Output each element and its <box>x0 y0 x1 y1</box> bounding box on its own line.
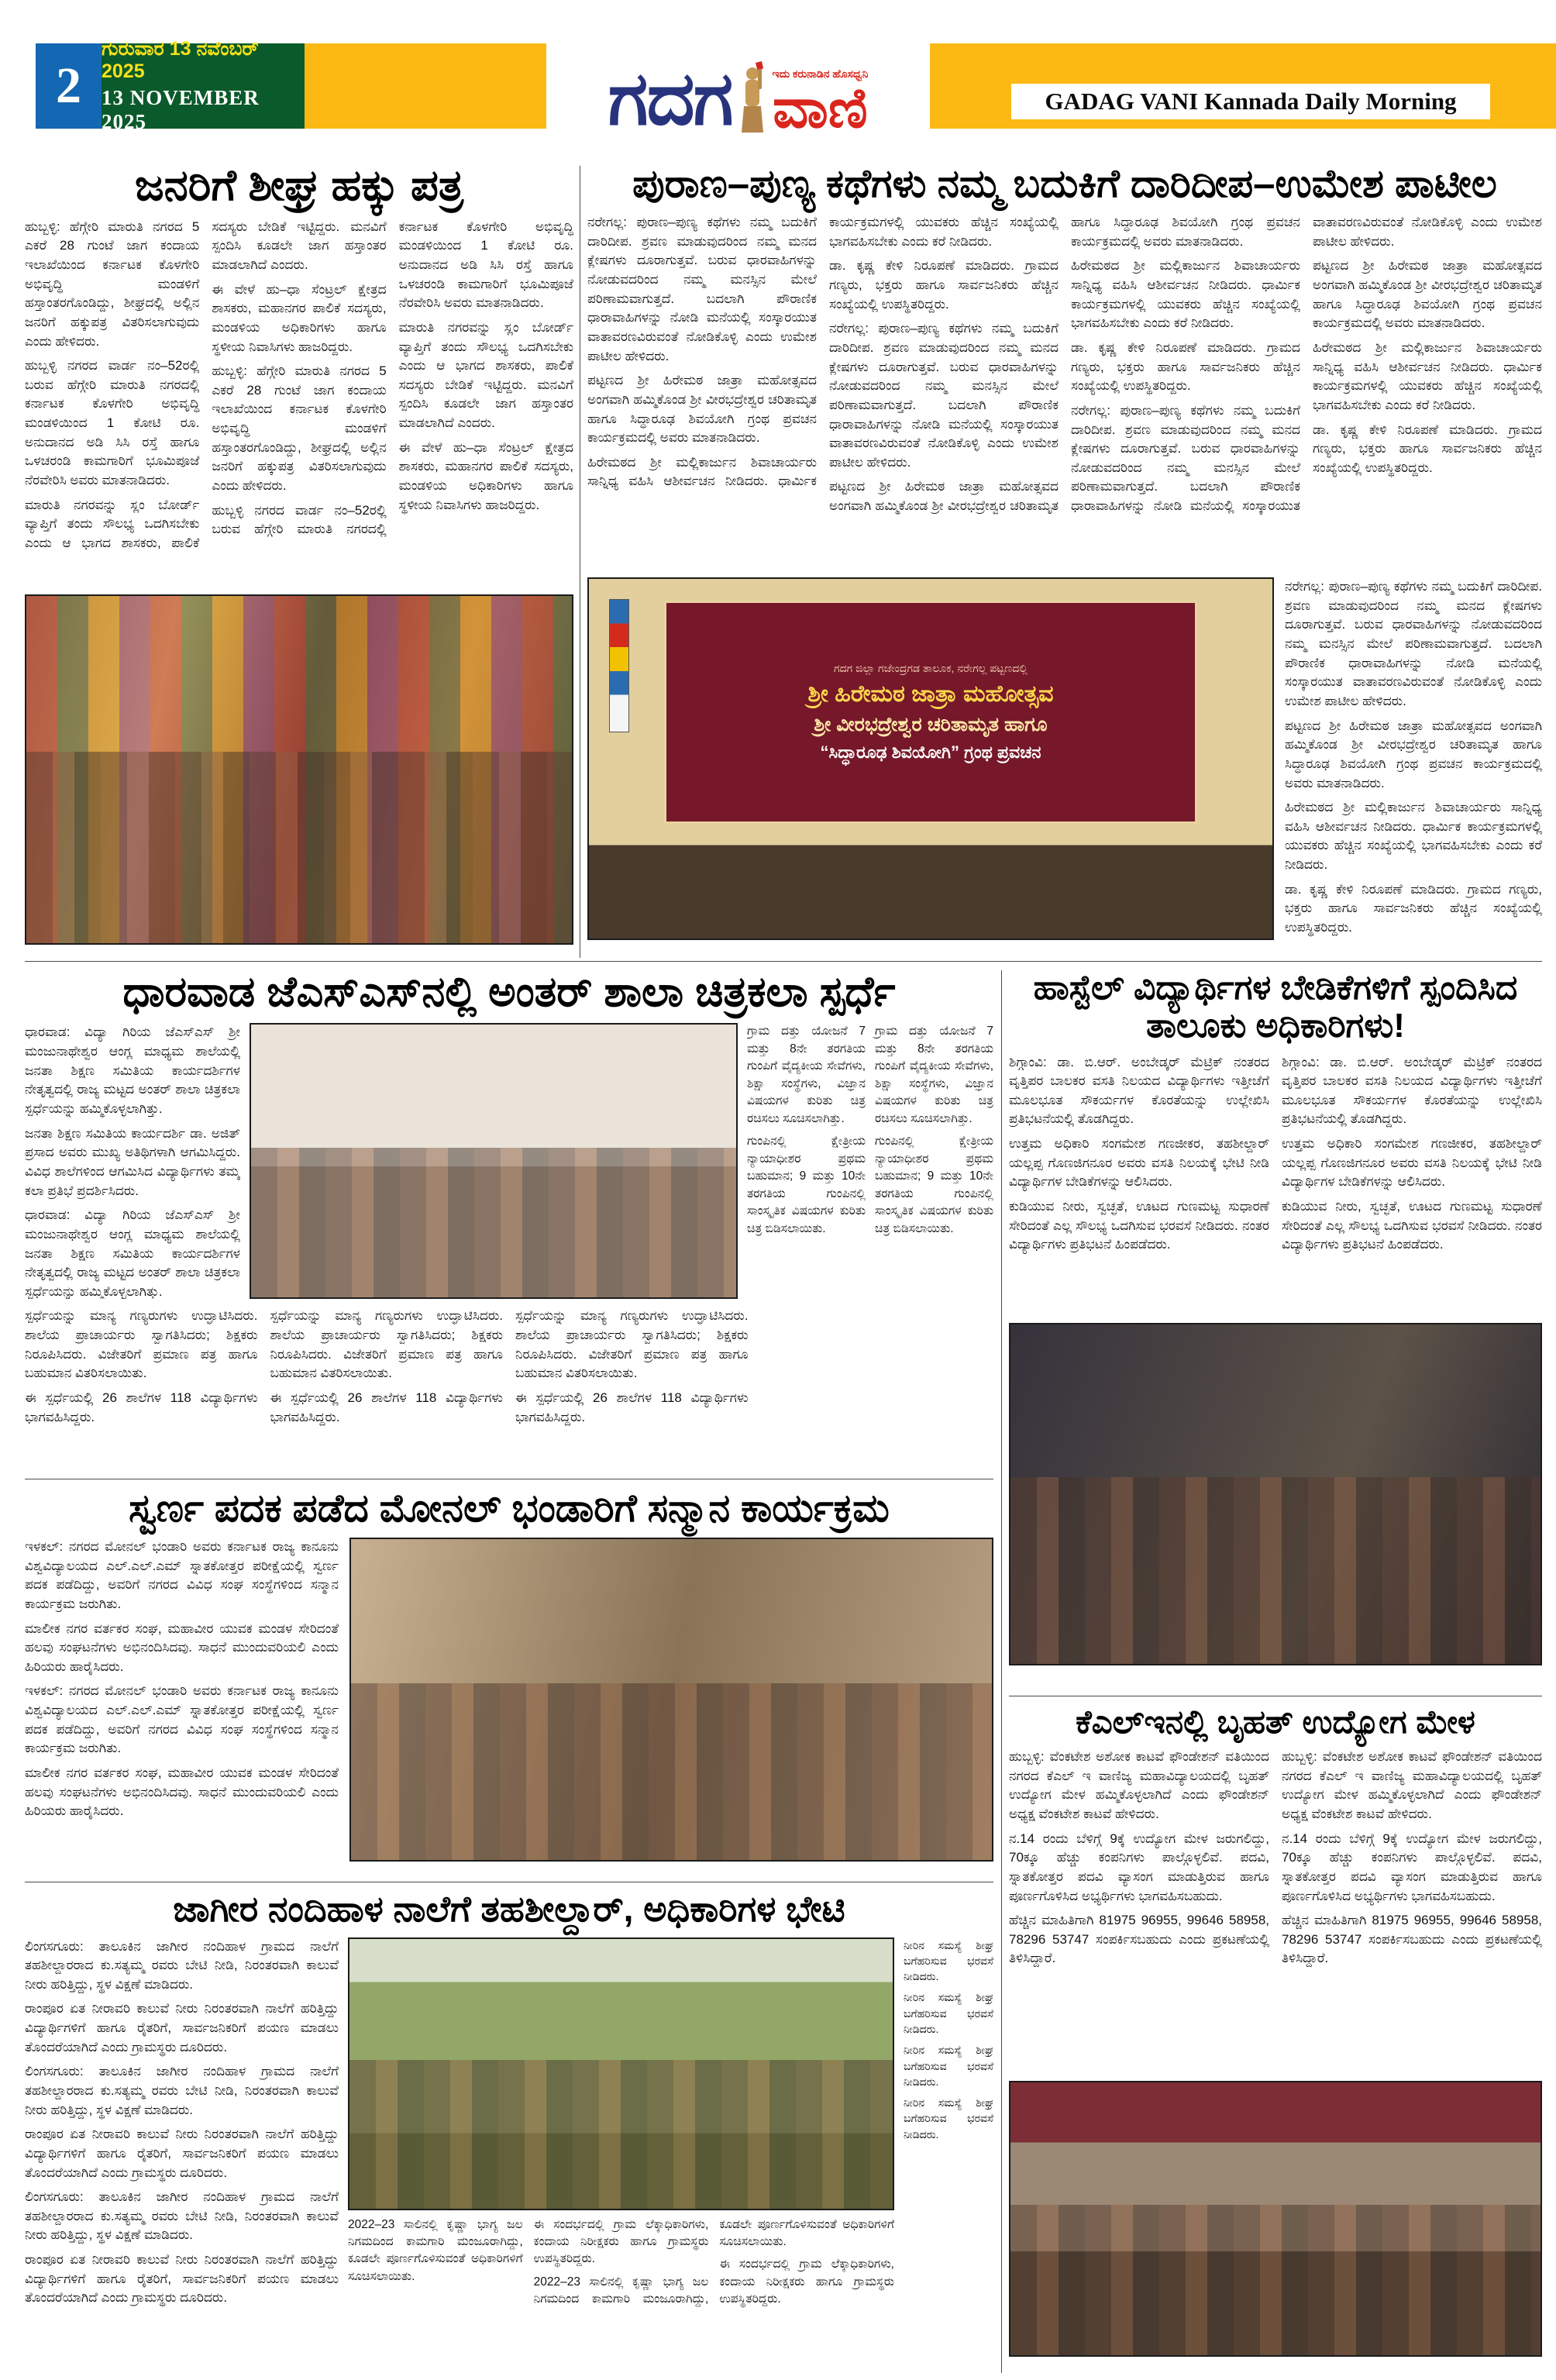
article-drawing-competition <box>25 969 993 1471</box>
body-paragraph: ಈ ವೇಳೆ ಹು–ಧಾ ಸೆಂಟ್ರಲ್ ಕ್ಷೇತ್ರದ ಶಾಸಕರು, ಮಹಾನಗರ ಪಾಲಿಕೆ ಸದಸ್ಯರು, ಮಂಡಳಿಯ ಅಧಿಕಾರಿಗಳು ಹಾಗೂ ಸ್ಥಳೀಯ ನಿವಾಸಿಗಳು ಹಾಜರಿದ್ದರು. <box>398 439 573 512</box>
body-paragraph: ಸ್ಪರ್ಧೆಯನ್ನು ಮಾನ್ಯ ಗಣ್ಯರುಗಳು ಉದ್ಘಾಟಿಸಿದರು. ಶಾಲೆಯ ಪ್ರಾಚಾರ್ಯರು ಸ್ವಾಗತಿಸಿದರು; ಶಿಕ್ಷಕರು ನಿರೂಪಿಸಿದರು. ವಿಜೇತರಿಗೆ ಪ್ರಮಾಣ ಪತ್ರ ಹಾಗೂ ಬಹುಮಾನ ವಿತರಿಸಲಾಯಿತು. <box>515 1308 749 1381</box>
flag-image <box>609 599 629 732</box>
masthead-kannada-vani: ವಾಣಿ <box>773 77 868 139</box>
article-headline: ಪುರಾಣ–ಪುಣ್ಯ ಕಥೆಗಳು ನಮ್ಮ ಬದುಕಿಗೆ ದಾರಿದೀಪ–ಉಮೇಶ ಪಾಟೀಲ <box>632 161 1497 205</box>
body-paragraph: ನರೇಗಲ್ಲ: ಪುರಾಣ–ಪುಣ್ಯ ಕಥೆಗಳು ನಮ್ಮ ಬದುಕಿಗೆ ದಾರಿದೀಪ. ಶ್ರವಣ ಮಾಡುವುದರಿಂದ ನಮ್ಮ ಮನದ ಕ್ಲೇಷಗಳು ದೂರಾಗುತ್ತವೆ. ಬರುವ ಧಾರವಾಹಿಗಳನ್ನು ನೋಡುವದರಿಂದ ನಮ್ಮ ಮನಸ್ಸಿನ ಮೇಲೆ ಪರಿಣಾಮವಾಗುತ್ತದೆ. ಬದಲಾಗಿ ಪೌರಾಣಿಕ ಧಾರಾವಾಹಿಗಳನ್ನು ನೋಡಿ ಮನೆಯಲ್ಲಿ ಸಂಸ್ಕಾರಯುತ ವಾತಾವರಣವಿರುವಂತೆ ನೋಡಿಕೊಳ್ಳಿ ಎಂದು ಉಮೇಶ ಪಾಟೀಲ ಹೇಳಿದರು. <box>587 215 817 363</box>
body-paragraph: ಈ ವೇಳೆ ಹು–ಧಾ ಸೆಂಟ್ರಲ್ ಕ್ಷೇತ್ರದ ಶಾಸಕರು, ಮಹಾನಗರ ಪಾಲಿಕೆ ಸದಸ್ಯರು, ಮಂಡಳಿಯ ಅಧಿಕಾರಿಗಳು ಹಾಗೂ ಸ್ಥಳೀಯ ನಿವಾಸಿಗಳು ಹಾಜರಿದ್ದರು. <box>212 281 387 354</box>
body-paragraph: ಶಿಗ್ಗಾಂವಿ: ಡಾ. ಬಿ.ಆರ್. ಅಂಬೇಡ್ಕರ್ ಮೆಟ್ರಿಕ್ ನಂತರದ ವೃತ್ತಿಪರ ಬಾಲಕರ ವಸತಿ ನಿಲಯದ ವಿದ್ಯಾರ್ಥಿಗಳು ಇತ್ತೀಚೆಗೆ ಮೂಲಭೂತ ಸೌಕರ್ಯಗಳ ಕೊರತೆಯನ್ನು ಉಲ್ಲೇಖಿಸಿ ಪ್ರತಿಭಟನೆಯಲ್ಲಿ ತೊಡಗಿದ್ದರು. <box>1282 1054 1542 1127</box>
article-body-right <box>904 1937 993 2365</box>
article-canal-visit <box>25 1889 993 2365</box>
article-body-right <box>747 1023 993 1299</box>
article-body <box>1009 1748 1542 2075</box>
masthead-tagline: ಇದು ಕರುನಾಡಿನ ಹೊಸಧ್ವನಿ <box>772 67 869 80</box>
banner-line: ಶ್ರೀ ವೀರಭದ್ರೇಶ್ವರ ಚರಿತಾಮೃತ ಹಾಗೂ <box>814 713 1048 735</box>
article-monal-felicitation <box>25 1486 993 1862</box>
body-paragraph: ಹುಬ್ಬಳ್ಳಿ ನಗರದ ವಾರ್ಡ ನಂ–52ರಲ್ಲಿ ಬರುವ ಹೆಗ್ಗೇರಿ ಮಾರುತಿ ನಗರದಲ್ಲಿ ಕರ್ನಾಟಕ ಕೊಳಗೇರಿ ಅಭಿವೃದ್ಧಿ ಮಂಡಳಿಯಿಂದ 1 ಕೋಟಿ ರೂ. ಅನುದಾನದ ಅಡಿ ಸಿಸಿ ರಸ್ತೆ ಹಾಗೂ ಒಳಚರಂಡಿ ಕಾಮಗಾರಿಗೆ ಭೂಮಿಪೂಜೆ ನೆರವೇರಿಸಿ ಅವರು ಮಾತನಾಡಿದರು. <box>212 219 573 537</box>
article-rights-certificate <box>25 161 573 945</box>
news-photo <box>1009 1323 1542 1665</box>
news-photo <box>348 1937 894 2210</box>
body-paragraph: ಮಾಲೀಕ ನಗರ ವರ್ತಕರ ಸಂಘ, ಮಹಾವೀರ ಯುವಕ ಮಂಡಳ ಸೇರಿದಂತೆ ಹಲವು ಸಂಘಟನೆಗಳು ಅಭಿನಂದಿಸಿದವು. ಸಾಧನೆ ಮುಂದುವರಿಯಲಿ ಎಂದು ಹಿರಿಯರು ಹಾರೈಸಿದರು. <box>25 1765 339 1819</box>
body-paragraph: ಲಿಂಗಸಗೂರು: ತಾಲೂಕಿನ ಜಾಗೀರ ನಂದಿಹಾಳ ಗ್ರಾಮದ ನಾಲೆಗೆ ತಹಶೀಲ್ದಾರರಾದ ಕು.ಸತ್ಯಮ್ಮ ರವರು ಬೇಟಿ ನೀಡಿ, ನಿರಂತರವಾಗಿ ಕಾಲುವೆ ನೀರು ಹರಿತ್ತಿದ್ದು, ಸ್ಥಳ ವಿಕ್ಷಣೆ ಮಾಡಿದರು. <box>25 2189 339 2243</box>
body-paragraph: ಡಾ. ಕೃಷ್ಣ ಕೇಳಿ ನಿರೂಪಣೆ ಮಾಡಿದರು. ಗ್ರಾಮದ ಗಣ್ಯರು, ಭಕ್ತರು ಹಾಗೂ ಸಾರ್ವಜನಿಕರು ಹೆಚ್ಚಿನ ಸಂಖ್ಯೆಯಲ್ಲಿ ಉಪಸ್ಥಿತರಿದ್ದರು. <box>1313 422 1542 475</box>
body-paragraph: ಹೆಚ್ಚಿನ ಮಾಹಿತಿಗಾಗಿ 81975 96955, 99646 58958, 78296 53747 ಸಂಪರ್ಕಿಸಬಹುದು ಎಂದು ಪ್ರಕಟಣೆಯಲ್ಲಿ ತಿಳಿಸಿದ್ದಾರೆ. <box>1009 1913 1269 1966</box>
body-paragraph: ಹುಬ್ಬಳ್ಳಿ ನಗರದ ವಾರ್ಡ ನಂ–52ರಲ್ಲಿ ಬರುವ ಹೆಗ್ಗೇರಿ ಮಾರುತಿ ನಗರದಲ್ಲಿ ಕರ್ನಾಟಕ ಕೊಳಗೇರಿ ಅಭಿವೃದ್ಧಿ ಮಂಡಳಿಯಿಂದ 1 ಕೋಟಿ ರೂ. ಅನುದಾನದ ಅಡಿ ಸಿಸಿ ರಸ್ತೆ ಹಾಗೂ ಒಳಚರಂಡಿ ಕಾಮಗಾರಿಗೆ ಭೂಮಿಪೂಜೆ ನೆರವೇರಿಸಿ ಅವರು ಮಾತನಾಡಿದರು. <box>25 358 200 488</box>
body-paragraph: ಹುಬ್ಬಳ್ಳಿ: ಹೆಗ್ಗೇರಿ ಮಾರುತಿ ನಗರದ 5 ಎಕರೆ 28 ಗುಂಟೆ ಜಾಗ ಕಂದಾಯ ಇಲಾಖೆಯಿಂದ ಕರ್ನಾಟಕ ಕೊಳಗೇರಿ ಅಭಿವೃದ್ಧಿ ಮಂಡಳಿಗೆ ಹಸ್ತಾಂತರಗೊಂಡಿದ್ದು, ಶೀಘ್ರದಲ್ಲಿ ಅಲ್ಲಿನ ಜನರಿಗೆ ಹಕ್ಕುಪತ್ರ ವಿತರಿಸಲಾಗುವುದು ಎಂದು ಹೇಳಿದರು. <box>25 219 200 349</box>
article-headline: ಸ್ವರ್ಣ ಪದಕ ಪಡೆದ ಮೋನಲ್ ಭಂಡಾರಿಗೆ ಸನ್ಮಾನ ಕಾರ್ಯಕ್ರಮ <box>129 1486 890 1530</box>
body-paragraph: ಹುಬ್ಬಳ್ಳಿ: ಹೆಗ್ಗೇರಿ ಮಾರುತಿ ನಗರದ 5 ಎಕರೆ 28 ಗುಂಟೆ ಜಾಗ ಕಂದಾಯ ಇಲಾಖೆಯಿಂದ ಕರ್ನಾಟಕ ಕೊಳಗೇರಿ ಅಭಿವೃದ್ಧಿ ಮಂಡಳಿಗೆ ಹಸ್ತಾಂತರಗೊಂಡಿದ್ದು, ಶೀಘ್ರದಲ್ಲಿ ಅಲ್ಲಿನ ಜನರಿಗೆ ಹಕ್ಕುಪತ್ರ ವಿತರಿಸಲಾಗುವುದು ಎಂದು ಹೇಳಿದರು. <box>212 363 387 494</box>
body-paragraph: ಸ್ಪರ್ಧೆಯನ್ನು ಮಾನ್ಯ ಗಣ್ಯರುಗಳು ಉದ್ಘಾಟಿಸಿದರು. ಶಾಲೆಯ ಪ್ರಾಚಾರ್ಯರು ಸ್ವಾಗತಿಸಿದರು; ಶಿಕ್ಷಕರು ನಿರೂಪಿಸಿದರು. ವಿಜೇತರಿಗೆ ಪ್ರಮಾಣ ಪತ್ರ ಹಾಗೂ ಬಹುಮಾನ ವಿತರಿಸಲಾಯಿತು. <box>270 1308 503 1381</box>
article-hostel-demands <box>1009 969 1542 1665</box>
news-photo <box>349 1538 993 1862</box>
article-body <box>25 1023 240 1299</box>
body-paragraph: ಶಿಗ್ಗಾಂವಿ: ಡಾ. ಬಿ.ಆರ್. ಅಂಬೇಡ್ಕರ್ ಮೆಟ್ರಿಕ್ ನಂತರದ ವೃತ್ತಿಪರ ಬಾಲಕರ ವಸತಿ ನಿಲಯದ ವಿದ್ಯಾರ್ಥಿಗಳು ಇತ್ತೀಚೆಗೆ ಮೂಲಭೂತ ಸೌಕರ್ಯಗಳ ಕೊರತೆಯನ್ನು ಉಲ್ಲೇಖಿಸಿ ಪ್ರತಿಭಟನೆಯಲ್ಲಿ ತೊಡಗಿದ್ದರು. <box>1009 1054 1269 1127</box>
body-paragraph: ಲಿಂಗಸಗೂರು: ತಾಲೂಕಿನ ಜಾಗೀರ ನಂದಿಹಾಳ ಗ್ರಾಮದ ನಾಲೆಗೆ ತಹಶೀಲ್ದಾರರಾದ ಕು.ಸತ್ಯಮ್ಮ ರವರು ಬೇಟಿ ನೀಡಿ, ನಿರಂತರವಾಗಿ ಕಾಲುವೆ ನೀರು ಹರಿತ್ತಿದ್ದು, ಸ್ಥಳ ವಿಕ್ಷಣೆ ಮಾಡಿದರು. <box>25 2064 339 2117</box>
body-paragraph: ನೀರಿನ ಸಮಸ್ಯೆ ಶೀಘ್ರ ಬಗೆಹರಿಸುವ ಭರವಸೆ ನೀಡಿದರು. <box>904 2044 993 2088</box>
body-paragraph: ಗ್ರಾಮ ದತ್ತು ಯೋಜನೆ 7 ಮತ್ತು 8ನೇ ತರಗತಿಯ ಗುಂಪಿಗೆ ವೈದ್ಯಕೀಯ ಸೇವೆಗಳು, ಶಿಕ್ಷಾ ಸಂಸ್ಥೆಗಳು, ವಿಜ್ಞಾನ ವಿಷಯಗಳ ಕುರಿತು ಚಿತ್ರ ರಚಿಸಲು ಸೂಚಿಸಲಾಗಿತ್ತು. <box>875 1025 993 1125</box>
body-paragraph: ಹುಬ್ಬಳ್ಳಿ: ವೆಂಕಟೇಶ ಅಶೋಕ ಕಾಟವೆ ಫೌಂಡೇಶನ್ ವತಿಯಿಂದ ನಗರದ ಕೆಎಲ್ ಇ ವಾಣಿಜ್ಯ ಮಹಾವಿದ್ಯಾಲಯದಲ್ಲಿ ಬೃಹತ್ ಉದ್ಯೋಗ ಮೇಳ ಹಮ್ಮಿಕೊಳ್ಳಲಾಗಿದೆ ಎಂದು ಫೌಂಡೇಶನ್ ಅಧ್ಯಕ್ಷ ವೆಂಕಟೇಶ ಕಾಟವೆ ಹೇಳಿದರು. <box>1009 1749 1269 1821</box>
body-paragraph: ಹಿರೇಮಠದ ಶ್ರೀ ಮಲ್ಲಿಕಾರ್ಜುನ ಶಿವಾಚಾರ್ಯರು ಸಾನ್ನಿಧ್ಯ ವಹಿಸಿ ಆಶೀರ್ವಚನ ನೀಡಿದರು. ಧಾರ್ಮಿಕ ಕಾರ್ಯಕ್ರಮಗಳಲ್ಲಿ ಯುವಕರು ಹೆಚ್ಚಿನ ಸಂಖ್ಯೆಯಲ್ಲಿ ಭಾಗವಹಿಸಬೇಕು ಎಂದು ಕರೆ ನೀಡಿದರು. <box>1071 258 1300 331</box>
body-paragraph: 2022–23 ಸಾಲಿನಲ್ಲಿ ಕೃಷ್ಣಾ ಭಾಗ್ಯ ಜಲ ನಿಗಮದಿಂದ ಕಾಮಗಾರಿ ಮಂಜೂರಾಗಿದ್ದು, ಕೂಡಲೇ ಪೂರ್ಣಗೊಳಿಸುವಂತೆ ಅಧಿಕಾರಿಗಳಿಗೆ ಸೂಚಿಸಲಾಯಿತು. <box>348 2217 523 2283</box>
article-headline: ಜಾಗೀರ ನಂದಿಹಾಳ ನಾಲೆಗೆ ತಹಶೀಲ್ದಾರ್, ಅಧಿಕಾರಿಗಳ ಭೇಟಿ <box>173 1889 845 1929</box>
article-body <box>25 1538 339 1862</box>
masthead-logo <box>546 43 930 140</box>
article-headline: ಜನರಿಗೆ ಶೀಘ್ರ ಹಕ್ಕು ಪತ್ರ <box>135 160 463 209</box>
body-paragraph: ನ.14 ರಂದು ಬೆಳಿಗ್ಗೆ 9ಕ್ಕೆ ಉದ್ಯೋಗ ಮೇಳ ಜರುಗಲಿದ್ದು, 70ಕ್ಕೂ ಹೆಚ್ಚು ಕಂಪನಿಗಳು ಪಾಲ್ಗೊಳ್ಳಲಿವೆ. ಪದವಿ, ಸ್ನಾತಕೋತ್ತರ ಪದವಿ ವ್ಯಾಸಂಗ ಮಾಡುತ್ತಿರುವ ಹಾಗೂ ಪೂರ್ಣಗೊಳಿಸಿದ ಅಭ್ಯರ್ಥಿಗಳು ಭಾಗವಹಿಸಬಹುದು. <box>1282 1831 1542 1903</box>
news-photo <box>587 577 1274 940</box>
body-paragraph: ಡಾ. ಕೃಷ್ಣ ಕೇಳಿ ನಿರೂಪಣೆ ಮಾಡಿದರು. ಗ್ರಾಮದ ಗಣ್ಯರು, ಭಕ್ತರು ಹಾಗೂ ಸಾರ್ವಜನಿಕರು ಹೆಚ್ಚಿನ ಸಂಖ್ಯೆಯಲ್ಲಿ ಉಪಸ್ಥಿತರಿದ್ದರು. <box>1285 881 1542 935</box>
body-paragraph: ಗ್ರಾಮ ದತ್ತು ಯೋಜನೆ 7 ಮತ್ತು 8ನೇ ತರಗತಿಯ ಗುಂಪಿಗೆ ವೈದ್ಯಕೀಯ ಸೇವೆಗಳು, ಶಿಕ್ಷಾ ಸಂಸ್ಥೆಗಳು, ವಿಜ್ಞಾನ ವಿಷಯಗಳ ಕುರಿತು ಚಿತ್ರ ರಚಿಸಲು ಸೂಚಿಸಲಾಗಿತ್ತು. <box>747 1025 866 1125</box>
body-paragraph: ಹುಬ್ಬಳ್ಳಿ: ವೆಂಕಟೇಶ ಅಶೋಕ ಕಾಟವೆ ಫೌಂಡೇಶನ್ ವತಿಯಿಂದ ನಗರದ ಕೆಎಲ್ ಇ ವಾಣಿಜ್ಯ ಮಹಾವಿದ್ಯಾಲಯದಲ್ಲಿ ಬೃಹತ್ ಉದ್ಯೋಗ ಮೇಳ ಹಮ್ಮಿಕೊಳ್ಳಲಾಗಿದೆ ಎಂದು ಫೌಂಡೇಶನ್ ಅಧ್ಯಕ್ಷ ವೆಂಕಟೇಶ ಕಾಟವೆ ಹೇಳಿದರು. <box>1282 1749 1542 1821</box>
body-paragraph: ಪಟ್ಟಣದ ಶ್ರೀ ಹಿರೇಮಠ ಜಾತ್ರಾ ಮಹೋತ್ಸವದ ಅಂಗವಾಗಿ ಹಮ್ಮಿಕೊಂಡ ಶ್ರೀ ವೀರಭದ್ರೇಶ್ವರ ಚರಿತಾಮೃತ ಹಾಗೂ ಸಿದ್ಧಾರೂಢ ಶಿವಯೋಗಿ ಗ್ರಂಥ ಪ್ರವಚನ ಕಾರ್ಯಕ್ರಮದಲ್ಲಿ ಅವರು ಮಾತನಾಡಿದರು. <box>829 215 1300 514</box>
body-paragraph: ಪಟ್ಟಣದ ಶ್ರೀ ಹಿರೇಮಠ ಜಾತ್ರಾ ಮಹೋತ್ಸವದ ಅಂಗವಾಗಿ ಹಮ್ಮಿಕೊಂಡ ಶ್ರೀ ವೀರಭದ್ರೇಶ್ವರ ಚರಿತಾಮೃತ ಹಾಗೂ ಸಿದ್ಧಾರೂಢ ಶಿವಯೋಗಿ ಗ್ರಂಥ ಪ್ರವಚನ ಕಾರ್ಯಕ್ರಮದಲ್ಲಿ ಅವರು ಮಾತನಾಡಿದರು. <box>1285 718 1542 790</box>
masthead-english-banner: GADAG VANI Kannada Daily Morning <box>1011 84 1490 119</box>
body-paragraph: ಗುಂಪಿನಲ್ಲಿ ಕ್ಷೇತ್ರೀಯ ನ್ಯಾಯಾಧೀಶರ ಪ್ರಥಮ ಬಹುಮಾನ; 9 ಮತ್ತು 10ನೇ ತರಗತಿಯ ಗುಂಪಿನಲ್ಲಿ ಸಾಂಸ್ಕೃತಿಕ ವಿಷಯಗಳ ಕುರಿತು ಚಿತ್ರ ಬಿಡಿಸಲಾಯಿತು. <box>747 1135 866 1235</box>
article-body <box>25 1937 339 2365</box>
date-english: 13 NOVEMBER 2025 <box>102 86 260 133</box>
body-paragraph: ಡಾ. ಕೃಷ್ಣ ಕೇಳಿ ನಿರೂಪಣೆ ಮಾಡಿದರು. ಗ್ರಾಮದ ಗಣ್ಯರು, ಭಕ್ತರು ಹಾಗೂ ಸಾರ್ವಜನಿಕರು ಹೆಚ್ಚಿನ ಸಂಖ್ಯೆಯಲ್ಲಿ ಉಪಸ್ಥಿತರಿದ್ದರು. <box>1071 339 1300 394</box>
body-paragraph: ಡಾ. ಕೃಷ್ಣ ಕೇಳಿ ನಿರೂಪಣೆ ಮಾಡಿದರು. ಗ್ರಾಮದ ಗಣ್ಯರು, ಭಕ್ತರು ಹಾಗೂ ಸಾರ್ವಜನಿಕರು ಹೆಚ್ಚಿನ ಸಂಖ್ಯೆಯಲ್ಲಿ ಉಪಸ್ಥಿತರಿದ್ದರು. <box>829 258 1059 312</box>
body-paragraph: ಮಾರುತಿ ನಗರವನ್ನು ಸ್ಲಂ ಬೋರ್ಡ್ ವ್ಯಾಪ್ತಿಗೆ ತಂದು ಸೌಲಭ್ಯ ಒದಗಿಸಬೇಕು ಎಂದು ಆ ಭಾಗದ ಶಾಸಕರು, ಪಾಲಿಕೆ ಸದಸ್ಯರು ಬೇಡಿಕೆ ಇಟ್ಟಿದ್ದರು. ಮನವಿಗೆ ಸ್ಪಂದಿಸಿ ಕೂಡಲೇ ಜಾಗ ಹಸ್ತಾಂತರ ಮಾಡಲಾಗಿದೆ ಎಂದರು. <box>398 319 573 431</box>
body-paragraph: ನ.14 ರಂದು ಬೆಳಿಗ್ಗೆ 9ಕ್ಕೆ ಉದ್ಯೋಗ ಮೇಳ ಜರುಗಲಿದ್ದು, 70ಕ್ಕೂ ಹೆಚ್ಚು ಕಂಪನಿಗಳು ಪಾಲ್ಗೊಳ್ಳಲಿವೆ. ಪದವಿ, ಸ್ನಾತಕೋತ್ತರ ಪದವಿ ವ್ಯಾಸಂಗ ಮಾಡುತ್ತಿರುವ ಹಾಗೂ ಪೂರ್ಣಗೊಳಿಸಿದ ಅಭ್ಯರ್ಥಿಗಳು ಭಾಗವಹಿಸಬಹುದು. <box>1009 1831 1269 1903</box>
body-paragraph: ನೀರಿನ ಸಮಸ್ಯೆ ಶೀಘ್ರ ಬಗೆಹರಿಸುವ ಭರವಸೆ ನೀಡಿದರು. <box>904 2096 993 2141</box>
body-paragraph: ಉತ್ತಮ ಅಧಿಕಾರಿ ಸಂಗಮೇಶ ಗಣಜೀಕರ, ತಹಶೀಲ್ದಾರ್ ಯಲ್ಲಪ್ಪ ಗೊಣಜಿಗನೂರ ಅವರು ವಸತಿ ನಿಲಯಕ್ಕೆ ಭೇಟಿ ನೀಡಿ ವಿದ್ಯಾರ್ಥಿಗಳ ಬೇಡಿಕೆಗಳನ್ನು ಆಲಿಸಿದರು. <box>1282 1136 1542 1190</box>
body-paragraph: ಹಿರೇಮಠದ ಶ್ರೀ ಮಲ್ಲಿಕಾರ್ಜುನ ಶಿವಾಚಾರ್ಯರು ಸಾನ್ನಿಧ್ಯ ವಹಿಸಿ ಆಶೀರ್ವಚನ ನೀಡಿದರು. ಧಾರ್ಮಿಕ ಕಾರ್ಯಕ್ರಮಗಳಲ್ಲಿ ಯುವಕರು ಹೆಚ್ಚಿನ ಸಂಖ್ಯೆಯಲ್ಲಿ ಭಾಗವಹಿಸಬೇಕು ಎಂದು ಕರೆ ನೀಡಿದರು. <box>587 215 1059 489</box>
article-body <box>25 218 573 588</box>
body-paragraph: ಈ ಸ್ಪರ್ಧೆಯಲ್ಲಿ 26 ಶಾಲೆಗಳ 118 ವಿದ್ಯಾರ್ಥಿಗಳು ಭಾಗವಹಿಸಿದ್ದರು. <box>515 1390 749 1424</box>
body-paragraph: ನೀರಿನ ಸಮಸ್ಯೆ ಶೀಘ್ರ ಬಗೆಹರಿಸುವ ಭರವಸೆ ನೀಡಿದರು. <box>904 1991 993 2035</box>
statue-logo-image <box>737 61 768 139</box>
yellow-band-left <box>305 43 546 129</box>
body-paragraph: ನರೇಗಲ್ಲ: ಪುರಾಣ–ಪುಣ್ಯ ಕಥೆಗಳು ನಮ್ಮ ಬದುಕಿಗೆ ದಾರಿದೀಪ. ಶ್ರವಣ ಮಾಡುವುದರಿಂದ ನಮ್ಮ ಮನದ ಕ್ಲೇಷಗಳು ದೂರಾಗುತ್ತವೆ. ಬರುವ ಧಾರವಾಹಿಗಳನ್ನು ನೋಡುವದರಿಂದ ನಮ್ಮ ಮನಸ್ಸಿನ ಮೇಲೆ ಪರಿಣಾಮವಾಗುತ್ತದೆ. ಬದಲಾಗಿ ಪೌರಾಣಿಕ ಧಾರಾವಾಹಿಗಳನ್ನು ನೋಡಿ ಮನೆಯಲ್ಲಿ ಸಂಸ್ಕಾರಯುತ ವಾತಾವರಣವಿರುವಂತೆ ನೋಡಿಕೊಳ್ಳಿ ಎಂದು ಉಮೇಶ ಪಾಟೀಲ ಹೇಳಿದರು. <box>1285 579 1542 708</box>
body-paragraph: ನೀರಿನ ಸಮಸ್ಯೆ ಶೀಘ್ರ ಬಗೆಹರಿಸುವ ಭರವಸೆ ನೀಡಿದರು. <box>904 1938 993 1983</box>
article-headline: ಹಾಸ್ಟೆಲ್ ವಿದ್ಯಾರ್ಥಿಗಳ ಬೇಡಿಕೆಗಳಿಗೆ ಸ್ಪಂದಿಸಿದ ತಾಲೂಕು ಅಧಿಕಾರಿಗಳು! <box>1033 969 1518 1045</box>
body-paragraph: ಪಟ್ಟಣದ ಶ್ರೀ ಹಿರೇಮಠ ಜಾತ್ರಾ ಮಹೋತ್ಸವದ ಅಂಗವಾಗಿ ಹಮ್ಮಿಕೊಂಡ ಶ್ರೀ ವೀರಭದ್ರೇಶ್ವರ ಚರಿತಾಮೃತ ಹಾಗೂ ಸಿದ್ಧಾರೂಢ ಶಿವಯೋಗಿ ಗ್ರಂಥ ಪ್ರವಚನ ಕಾರ್ಯಕ್ರಮದಲ್ಲಿ ಅವರು ಮಾತನಾಡಿದರು. <box>1313 258 1542 331</box>
body-paragraph: ಉತ್ತಮ ಅಧಿಕಾರಿ ಸಂಗಮೇಶ ಗಣಜೀಕರ, ತಹಶೀಲ್ದಾರ್ ಯಲ್ಲಪ್ಪ ಗೊಣಜಿಗನೂರ ಅವರು ವಸತಿ ನಿಲಯಕ್ಕೆ ಭೇಟಿ ನೀಡಿ ವಿದ್ಯಾರ್ಥಿಗಳ ಬೇಡಿಕೆಗಳನ್ನು ಆಲಿಸಿದರು. <box>1009 1136 1269 1190</box>
body-paragraph: ಜನತಾ ಶಿಕ್ಷಣ ಸಮಿತಿಯ ಕಾರ್ಯದರ್ಶಿ ಡಾ. ಅಜಿತ್ ಪ್ರಸಾದ ಅವರು ಮುಖ್ಯ ಅತಿಥಿಗಳಾಗಿ ಆಗಮಿಸಿದ್ದರು. ವಿವಿಧ ಶಾಲೆಗಳಿಂದ ಆಗಮಿಸಿದ ವಿದ್ಯಾರ್ಥಿಗಳು ತಮ್ಮ ಕಲಾ ಪ್ರತಿಭೆ ಪ್ರದರ್ಶಿಸಿದರು. <box>25 1125 240 1198</box>
body-paragraph: ಕುಡಿಯುವ ನೀರು, ಸ್ವಚ್ಛತೆ, ಊಟದ ಗುಣಮಟ್ಟ ಸುಧಾರಣೆ ಸೇರಿದಂತೆ ಎಲ್ಲ ಸೌಲಭ್ಯ ಒದಗಿಸುವ ಭರವಸೆ ನೀಡಿದರು. ನಂತರ ವಿದ್ಯಾರ್ಥಿಗಳು ಪ್ರತಿಭಟನೆ ಹಿಂಪಡೆದರು. <box>1009 1199 1269 1252</box>
body-paragraph: ಇಳಕಲ್: ನಗರದ ಮೋನಲ್ ಭಂಡಾರಿ ಅವರು ಕರ್ನಾಟಕ ರಾಜ್ಯ ಕಾನೂನು ವಿಶ್ವವಿದ್ಯಾಲಯದ ಎಲ್.ಎಲ್.ಎಮ್ ಸ್ನಾತಕೋತ್ತರ ಪರೀಕ್ಷೆಯಲ್ಲಿ ಸ್ವರ್ಣ ಪದಕ ಪಡೆದಿದ್ದು, ಅವರಿಗೆ ನಗರದ ವಿವಿಧ ಸಂಘ ಸಂಸ್ಥೆಗಳಿಂದ ಸನ್ಮಾನ ಕಾರ್ಯಕ್ರಮ ಜರುಗಿತು. <box>25 1683 339 1756</box>
body-paragraph: ಈ ಸಂದರ್ಭದಲ್ಲಿ ಗ್ರಾಮ ಲೆಕ್ಕಾಧಿಕಾರಿಗಳು, ಕಂದಾಯ ನಿರೀಕ್ಷಕರು ಹಾಗೂ ಗ್ರಾಮಸ್ಥರು ಉಪಸ್ಥಿತರಿದ್ದರು. <box>533 2217 709 2266</box>
body-paragraph: ಈ ಸ್ಪರ್ಧೆಯಲ್ಲಿ 26 ಶಾಲೆಗಳ 118 ವಿದ್ಯಾರ್ಥಿಗಳು ಭಾಗವಹಿಸಿದ್ದರು. <box>270 1390 503 1424</box>
article-body <box>1009 1053 1542 1317</box>
column-divider <box>1001 970 1002 2373</box>
body-paragraph: ರಾಂಪೂರ ಏತ ನೀರಾವರಿ ಕಾಲುವೆ ನೀರು ನಿರಂತರವಾಗಿ ನಾಲೆಗೆ ಹರಿತ್ತಿದ್ದು ವಿದ್ಯಾರ್ಥಿಗಳಿಗೆ ಹಾಗೂ ರೈತರಿಗೆ, ಸಾರ್ವಜನಿಕರಿಗೆ ಪಯಣ ಮಾಡಲು ತೊಂದರೆಯಾಗಿದೆ ಎಂದು ಗ್ರಾಮಸ್ಥರು ದೂರಿದರು. <box>25 2127 339 2180</box>
date-box <box>102 38 305 133</box>
news-photo <box>1009 2081 1542 2357</box>
article-headline: ಧಾರವಾಡ ಜೆಎಸ್‌ಎಸ್‌ನಲ್ಲಿ ಅಂತರ್ ಶಾಲಾ ಚಿತ್ರಕಲಾ ಸ್ಪರ್ಧೆ <box>122 969 896 1015</box>
body-paragraph: ಲಿಂಗಸಗೂರು: ತಾಲೂಕಿನ ಜಾಗೀರ ನಂದಿಹಾಳ ಗ್ರಾಮದ ನಾಲೆಗೆ ತಹಶೀಲ್ದಾರರಾದ ಕು.ಸತ್ಯಮ್ಮ ರವರು ಬೇಟಿ ನೀಡಿ, ನಿರಂತರವಾಗಿ ಕಾಲುವೆ ನೀರು ಹರಿತ್ತಿದ್ದು, ಸ್ಥಳ ವಿಕ್ಷಣೆ ಮಾಡಿದರು. <box>25 1938 339 1992</box>
masthead-right-words <box>772 67 869 139</box>
body-paragraph: ನರೇಗಲ್ಲ: ಪುರಾಣ–ಪುಣ್ಯ ಕಥೆಗಳು ನಮ್ಮ ಬದುಕಿಗೆ ದಾರಿದೀಪ. ಶ್ರವಣ ಮಾಡುವುದರಿಂದ ನಮ್ಮ ಮನದ ಕ್ಲೇಷಗಳು ದೂರಾಗುತ್ತವೆ. ಬರುವ ಧಾರವಾಹಿಗಳನ್ನು ನೋಡುವದರಿಂದ ನಮ್ಮ ಮನಸ್ಸಿನ ಮೇಲೆ ಪರಿಣಾಮವಾಗುತ್ತದೆ. ಬದಲಾಗಿ ಪೌರಾಣಿಕ ಧಾರಾವಾಹಿಗಳನ್ನು ನೋಡಿ ಮನೆಯಲ್ಲಿ ಸಂಸ್ಕಾರಯುತ ವಾತಾವರಣವಿರುವಂತೆ ನೋಡಿಕೊಳ್ಳಿ ಎಂದು ಉಮೇಶ ಪಾಟೀಲ ಹೇಳಿದರು. <box>1071 215 1542 514</box>
body-paragraph: ಹಿರೇಮಠದ ಶ್ರೀ ಮಲ್ಲಿಕಾರ್ಜುನ ಶಿವಾಚಾರ್ಯರು ಸಾನ್ನಿಧ್ಯ ವಹಿಸಿ ಆಶೀರ್ವಚನ ನೀಡಿದರು. ಧಾರ್ಮಿಕ ಕಾರ್ಯಕ್ರಮಗಳಲ್ಲಿ ಯುವಕರು ಹೆಚ್ಚಿನ ಸಂಖ್ಯೆಯಲ್ಲಿ ಭಾಗವಹಿಸಬೇಕು ಎಂದು ಕರೆ ನೀಡಿದರು. <box>1313 339 1542 412</box>
article-body-continued <box>1285 577 1542 940</box>
date-kannada: ಗುರುವಾರ 13 ನವೆಂಬರ್ 2025 <box>102 38 259 82</box>
body-paragraph: ಮಾರುತಿ ನಗರವನ್ನು ಸ್ಲಂ ಬೋರ್ಡ್ ವ್ಯಾಪ್ತಿಗೆ ತಂದು ಸೌಲಭ್ಯ ಒದಗಿಸಬೇಕು ಎಂದು ಆ ಭಾಗದ ಶಾಸಕರು, ಪಾಲಿಕೆ ಸದಸ್ಯರು ಬೇಡಿಕೆ ಇಟ್ಟಿದ್ದರು. ಮನವಿಗೆ ಸ್ಪಂದಿಸಿ ಕೂಡಲೇ ಜಾಗ ಹಸ್ತಾಂತರ ಮಾಡಲಾಗಿದೆ ಎಂದರು. <box>25 219 387 550</box>
body-paragraph: ಧಾರವಾಡ: ವಿದ್ಯಾ ಗಿರಿಯ ಜೆಎಸ್ಎಸ್ ಶ್ರೀ ಮಂಜುನಾಥೇಶ್ವರ ಆಂಗ್ಲ ಮಾಧ್ಯಮ ಶಾಲೆಯಲ್ಲಿ ಜನತಾ ಶಿಕ್ಷಣ ಸಮಿತಿಯ ಕಾರ್ಯದರ್ಶಿಗಳ ನೇತೃತ್ವದಲ್ಲಿ ರಾಜ್ಯ ಮಟ್ಟದ ಅಂತರ್ ಶಾಲಾ ಚಿತ್ರಕಲಾ ಸ್ಪರ್ಧೆಯನ್ನು ಹಮ್ಮಿಕೊಳ್ಳಲಾಗಿತ್ತು. <box>25 1025 240 1117</box>
news-photo <box>250 1023 738 1299</box>
body-paragraph: ಸ್ಪರ್ಧೆಯನ್ನು ಮಾನ್ಯ ಗಣ್ಯರುಗಳು ಉದ್ಘಾಟಿಸಿದರು. ಶಾಲೆಯ ಪ್ರಾಚಾರ್ಯರು ಸ್ವಾಗತಿಸಿದರು; ಶಿಕ್ಷಕರು ನಿರೂಪಿಸಿದರು. ವಿಜೇತರಿಗೆ ಪ್ರಮಾಣ ಪತ್ರ ಹಾಗೂ ಬಹುಮಾನ ವಿತರಿಸಲಾಯಿತು. <box>25 1308 258 1381</box>
article-body-bottom <box>348 2216 894 2361</box>
body-paragraph: ನರೇಗಲ್ಲ: ಪುರಾಣ–ಪುಣ್ಯ ಕಥೆಗಳು ನಮ್ಮ ಬದುಕಿಗೆ ದಾರಿದೀಪ. ಶ್ರವಣ ಮಾಡುವುದರಿಂದ ನಮ್ಮ ಮನದ ಕ್ಲೇಷಗಳು ದೂರಾಗುತ್ತವೆ. ಬರುವ ಧಾರವಾಹಿಗಳನ್ನು ನೋಡುವದರಿಂದ ನಮ್ಮ ಮನಸ್ಸಿನ ಮೇಲೆ ಪರಿಣಾಮವಾಗುತ್ತದೆ. ಬದಲಾಗಿ ಪೌರಾಣಿಕ ಧಾರಾವಾಹಿಗಳನ್ನು ನೋಡಿ ಮನೆಯಲ್ಲಿ ಸಂಸ್ಕಾರಯುತ ವಾತಾವರಣವಿರುವಂತೆ ನೋಡಿಕೊಳ್ಳಿ ಎಂದು ಉಮೇಶ ಪಾಟೀಲ ಹೇಳಿದರು. <box>829 321 1059 470</box>
page-header <box>36 38 1556 140</box>
news-photo <box>25 594 573 945</box>
stage-banner <box>664 601 1197 824</box>
body-paragraph: ಕುಡಿಯುವ ನೀರು, ಸ್ವಚ್ಛತೆ, ಊಟದ ಗುಣಮಟ್ಟ ಸುಧಾರಣೆ ಸೇರಿದಂತೆ ಎಲ್ಲ ಸೌಲಭ್ಯ ಒದಗಿಸುವ ಭರವಸೆ ನೀಡಿದರು. ನಂತರ ವಿದ್ಯಾರ್ಥಿಗಳು ಪ್ರತಿಭಟನೆ ಹಿಂಪಡೆದರು. <box>1282 1199 1542 1252</box>
section-divider <box>25 961 1542 962</box>
article-body <box>587 213 1542 571</box>
article-headline: ಕೆಎಲ್‌ಇನಲ್ಲಿ ಬೃಹತ್ ಉದ್ಯೋಗ ಮೇಳ <box>1076 1703 1475 1740</box>
body-paragraph: ಈ ಸ್ಪರ್ಧೆಯಲ್ಲಿ 26 ಶಾಲೆಗಳ 118 ವಿದ್ಯಾರ್ಥಿಗಳು ಭಾಗವಹಿಸಿದ್ದರು. <box>25 1390 258 1424</box>
banner-line: ಶ್ರೀ ಹಿರೇಮಠ ಜಾತ್ರಾ ಮಹೋತ್ಸವ <box>807 680 1054 707</box>
banner-line: “ಸಿದ್ಧಾರೂಢ ಶಿವಯೋಗಿ” ಗ್ರಂಥ ಪ್ರವಚನ <box>820 742 1041 762</box>
banner-line: ಗದಗ ಜಿಲ್ಲಾ ಗಜೇಂದ್ರಗಡ ತಾಲೂಕ, ನರೇಗಲ್ಲ ಪಟ್ಟಣದಲ್ಲಿ <box>834 661 1028 674</box>
article-purana-pravachana <box>587 161 1542 940</box>
body-paragraph: ಇಳಕಲ್: ನಗರದ ಮೋನಲ್ ಭಂಡಾರಿ ಅವರು ಕರ್ನಾಟಕ ರಾಜ್ಯ ಕಾನೂನು ವಿಶ್ವವಿದ್ಯಾಲಯದ ಎಲ್.ಎಲ್.ಎಮ್ ಸ್ನಾತಕೋತ್ತರ ಪರೀಕ್ಷೆಯಲ್ಲಿ ಸ್ವರ್ಣ ಪದಕ ಪಡೆದಿದ್ದು, ಅವರಿಗೆ ನಗರದ ವಿವಿಧ ಸಂಘ ಸಂಸ್ಥೆಗಳಿಂದ ಸನ್ಮಾನ ಕಾರ್ಯಕ್ರಮ ಜರುಗಿತು. <box>25 1539 339 1611</box>
body-paragraph: ಈ ಸಂದರ್ಭದಲ್ಲಿ ಗ್ರಾಮ ಲೆಕ್ಕಾಧಿಕಾರಿಗಳು, ಕಂದಾಯ ನಿರೀಕ್ಷಕರು ಹಾಗೂ ಗ್ರಾಮಸ್ಥರು ಉಪಸ್ಥಿತರಿದ್ದರು. <box>719 2258 894 2306</box>
body-paragraph: ಹಿರೇಮಠದ ಶ್ರೀ ಮಲ್ಲಿಕಾರ್ಜುನ ಶಿವಾಚಾರ್ಯರು ಸಾನ್ನಿಧ್ಯ ವಹಿಸಿ ಆಶೀರ್ವಚನ ನೀಡಿದರು. ಧಾರ್ಮಿಕ ಕಾರ್ಯಕ್ರಮಗಳಲ್ಲಿ ಯುವಕರು ಹೆಚ್ಚಿನ ಸಂಖ್ಯೆಯಲ್ಲಿ ಭಾಗವಹಿಸಬೇಕು ಎಂದು ಕರೆ ನೀಡಿದರು. <box>1285 800 1542 873</box>
body-paragraph: ಗುಂಪಿನಲ್ಲಿ ಕ್ಷೇತ್ರೀಯ ನ್ಯಾಯಾಧೀಶರ ಪ್ರಥಮ ಬಹುಮಾನ; 9 ಮತ್ತು 10ನೇ ತರಗತಿಯ ಗುಂಪಿನಲ್ಲಿ ಸಾಂಸ್ಕೃತಿಕ ವಿಷಯಗಳ ಕುರಿತು ಚಿತ್ರ ಬಿಡಿಸಲಾಯಿತು. <box>875 1135 993 1235</box>
body-paragraph: ಧಾರವಾಡ: ವಿದ್ಯಾ ಗಿರಿಯ ಜೆಎಸ್ಎಸ್ ಶ್ರೀ ಮಂಜುನಾಥೇಶ್ವರ ಆಂಗ್ಲ ಮಾಧ್ಯಮ ಶಾಲೆಯಲ್ಲಿ ಜನತಾ ಶಿಕ್ಷಣ ಸಮಿತಿಯ ಕಾರ್ಯದರ್ಶಿಗಳ ನೇತೃತ್ವದಲ್ಲಿ ರಾಜ್ಯ ಮಟ್ಟದ ಅಂತರ್ ಶಾಲಾ ಚಿತ್ರಕಲಾ ಸ್ಪರ್ಧೆಯನ್ನು ಹಮ್ಮಿಕೊಳ್ಳಲಾಗಿತ್ತು. <box>25 1207 240 1299</box>
body-paragraph: ಹೆಚ್ಚಿನ ಮಾಹಿತಿಗಾಗಿ 81975 96955, 99646 58958, 78296 53747 ಸಂಪರ್ಕಿಸಬಹುದು ಎಂದು ಪ್ರಕಟಣೆಯಲ್ಲಿ ತಿಳಿಸಿದ್ದಾರೆ. <box>1282 1913 1542 1966</box>
body-paragraph: ಮಾಲೀಕ ನಗರ ವರ್ತಕರ ಸಂಘ, ಮಹಾವೀರ ಯುವಕ ಮಂಡಳ ಸೇರಿದಂತೆ ಹಲವು ಸಂಘಟನೆಗಳು ಅಭಿನಂದಿಸಿದವು. ಸಾಧನೆ ಮುಂದುವರಿಯಲಿ ಎಂದು ಹಿರಿಯರು ಹಾರೈಸಿದರು. <box>25 1621 339 1674</box>
article-kle-job-fair <box>1009 1703 1542 2357</box>
yellow-band-right <box>930 43 1556 129</box>
body-paragraph: ರಾಂಪೂರ ಏತ ನೀರಾವರಿ ಕಾಲುವೆ ನೀರು ನಿರಂತರವಾಗಿ ನಾಲೆಗೆ ಹರಿತ್ತಿದ್ದು ವಿದ್ಯಾರ್ಥಿಗಳಿಗೆ ಹಾಗೂ ರೈತರಿಗೆ, ಸಾರ್ವಜನಿಕರಿಗೆ ಪಯಣ ಮಾಡಲು ತೊಂದರೆಯಾಗಿದೆ ಎಂದು ಗ್ರಾಮಸ್ಥರು ದೂರಿದರು. <box>25 2001 339 2055</box>
body-paragraph: 2022–23 ಸಾಲಿನಲ್ಲಿ ಕೃಷ್ಣಾ ಭಾಗ್ಯ ಜಲ ನಿಗಮದಿಂದ ಕಾಮಗಾರಿ ಮಂಜೂರಾಗಿದ್ದು, ಕೂಡಲೇ ಪೂರ್ಣಗೊಳಿಸುವಂತೆ ಅಧಿಕಾರಿಗಳಿಗೆ ಸೂಚಿಸಲಾಯಿತು. <box>533 2217 894 2306</box>
page-number: 2 <box>36 43 102 129</box>
article-body-bottom <box>25 1307 993 1471</box>
masthead-kannada-gadag: ಗದಗ <box>608 57 732 140</box>
body-paragraph: ರಾಂಪೂರ ಏತ ನೀರಾವರಿ ಕಾಲುವೆ ನೀರು ನಿರಂತರವಾಗಿ ನಾಲೆಗೆ ಹರಿತ್ತಿದ್ದು ವಿದ್ಯಾರ್ಥಿಗಳಿಗೆ ಹಾಗೂ ರೈತರಿಗೆ, ಸಾರ್ವಜನಿಕರಿಗೆ ಪಯಣ ಮಾಡಲು ತೊಂದರೆಯಾಗಿದೆ ಎಂದು ಗ್ರಾಮಸ್ಥರು ದೂರಿದರು. <box>25 2252 339 2306</box>
body-paragraph: ಪಟ್ಟಣದ ಶ್ರೀ ಹಿರೇಮಠ ಜಾತ್ರಾ ಮಹೋತ್ಸವದ ಅಂಗವಾಗಿ ಹಮ್ಮಿಕೊಂಡ ಶ್ರೀ ವೀರಭದ್ರೇಶ್ವರ ಚರಿತಾಮೃತ ಹಾಗೂ ಸಿದ್ಧಾರೂಢ ಶಿವಯೋಗಿ ಗ್ರಂಥ ಪ್ರವಚನ ಕಾರ್ಯಕ್ರಮದಲ್ಲಿ ಅವರು ಮಾತನಾಡಿದರು. <box>587 373 817 446</box>
